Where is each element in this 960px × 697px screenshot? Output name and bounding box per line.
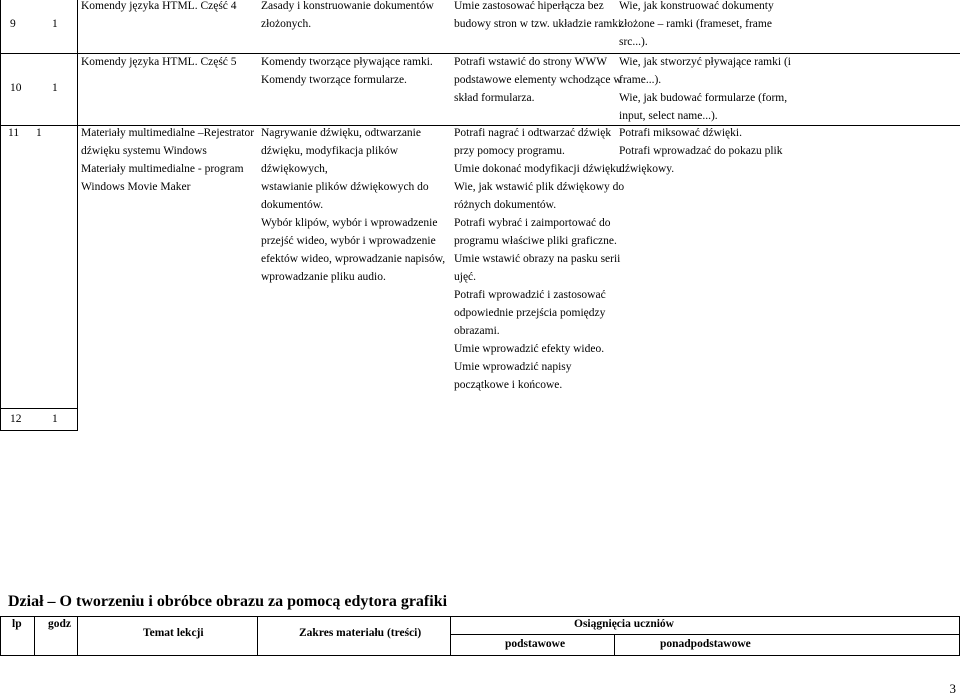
text-line: dźwiękowy. xyxy=(619,163,675,175)
text-line: Wie, jak konstruować dokumenty xyxy=(619,0,774,12)
table-border xyxy=(0,655,960,656)
text-line: input, select name...). xyxy=(619,110,718,122)
cell-hours: 1 xyxy=(52,18,58,30)
col-divider xyxy=(614,634,615,656)
cell-lp: 11 xyxy=(8,127,20,139)
text-line: Potrafi wstawić do strony WWW xyxy=(454,56,608,68)
text-line: Potrafi miksować dźwięki. xyxy=(619,127,742,139)
text-line: efektów wideo, wprowadzanie napisów, xyxy=(261,253,446,265)
header-advanced: ponadpodstawowe xyxy=(660,638,751,650)
text-line: dźwiękowych, xyxy=(261,163,328,175)
text-line: dźwięku systemu Windows xyxy=(81,145,207,157)
table-border xyxy=(0,616,960,617)
cell-topic xyxy=(81,0,237,15)
text-line: wstawianie plików dźwiękowych do xyxy=(261,181,429,193)
section-title: Dział – O tworzeniu i obróbce obrazu za pomocą edytora grafiki xyxy=(8,593,448,610)
row-divider xyxy=(0,408,78,409)
text-line: różnych dokumentów. xyxy=(454,199,557,211)
text-line: Komendy języka HTML. Część 4 xyxy=(81,0,237,12)
cell-topic xyxy=(81,124,254,196)
text-line: Umie wstawić obrazy na pasku serii xyxy=(454,253,621,265)
text-line: Komendy tworzące pływające ramki. xyxy=(261,56,433,68)
cell-basic xyxy=(454,124,625,394)
header-achievements: Osiągnięcia uczniów xyxy=(574,618,674,630)
text-line: Umie zastosować hiperłącza bez xyxy=(454,0,604,12)
cell-lp: 10 xyxy=(10,82,22,94)
text-line: Umie wprowadzić efekty wideo. xyxy=(454,343,605,355)
text-line: Wie, jak budować formularze (form, xyxy=(619,92,788,104)
text-line: ujęć. xyxy=(454,271,477,283)
cell-lp: 12 xyxy=(10,413,22,425)
table-border xyxy=(450,634,960,635)
text-line: Potrafi wybrać i zaimportować do xyxy=(454,217,611,229)
cell-basic xyxy=(454,53,622,107)
cell-topic xyxy=(81,53,237,71)
text-line: programu właściwe pliki graficzne. xyxy=(454,235,617,247)
text-line: Komendy tworzące formularze. xyxy=(261,74,407,86)
cell-advanced xyxy=(619,53,791,125)
text-line: odpowiednie przejścia pomiędzy xyxy=(454,307,606,319)
header-topic: Temat lekcji xyxy=(143,627,204,639)
text-line: Zasady i konstruowanie dokumentów xyxy=(261,0,434,12)
cell-lp: 9 xyxy=(10,18,16,30)
col-divider xyxy=(77,0,78,430)
text-line: Potrafi wprowadzać do pokazu plik xyxy=(619,145,783,157)
text-line: złożonych. xyxy=(261,18,312,30)
cell-advanced xyxy=(619,124,783,178)
cell-scope xyxy=(261,53,433,89)
text-line: Wybór klipów, wybór i wprowadzenie xyxy=(261,217,438,229)
cell-scope xyxy=(261,0,434,33)
text-line: frame...). xyxy=(619,74,662,86)
text-line: Potrafi wprowadzić i zastosować xyxy=(454,289,606,301)
text-line: dźwięku, modyfikacja plików xyxy=(261,145,399,157)
col-divider xyxy=(0,616,1,656)
col-divider xyxy=(34,616,35,656)
cell-hours: 1 xyxy=(52,413,58,425)
text-line: Potrafi nagrać i odtwarzać dźwięk xyxy=(454,127,612,139)
text-line: podstawowe elementy wchodzące w xyxy=(454,74,622,86)
text-line: Nagrywanie dźwięku, odtwarzanie xyxy=(261,127,421,139)
col-divider xyxy=(0,0,1,430)
text-line: src...). xyxy=(619,36,648,48)
col-divider xyxy=(77,616,78,656)
page-number: 3 xyxy=(949,681,956,696)
header-hours: godz xyxy=(48,618,71,630)
text-line: złożone – ramki (frameset, frame xyxy=(619,18,772,30)
text-line: Materiały multimedialne - program xyxy=(81,163,244,175)
col-divider xyxy=(257,616,258,656)
cell-advanced xyxy=(619,0,774,51)
cell-basic xyxy=(454,0,624,33)
text-line: Umie dokonać modyfikacji dźwięku. xyxy=(454,163,625,175)
text-line: Wie, jak stworzyć pływające ramki (i xyxy=(619,56,791,68)
text-line: Wie, jak wstawić plik dźwiękowy do xyxy=(454,181,625,193)
text-line: Windows Movie Maker xyxy=(81,181,191,193)
text-line: skład formularza. xyxy=(454,92,535,104)
text-line: początkowe i końcowe. xyxy=(454,379,563,391)
text-line: obrazami. xyxy=(454,325,500,337)
cell-scope xyxy=(261,124,445,286)
text-line: Umie wprowadzić napisy xyxy=(454,361,572,373)
cell-hours: 1 xyxy=(52,82,58,94)
header-basic: podstawowe xyxy=(505,638,566,650)
text-line: przy pomocy programu. xyxy=(454,145,565,157)
text-line: budowy stron w tzw. układzie ramki. xyxy=(454,18,625,30)
row-divider xyxy=(0,430,78,431)
text-line: wprowadzanie pliku audio. xyxy=(261,271,386,283)
header-lp: lp xyxy=(12,618,22,630)
text-line: przejść wideo, wybór i wprowadzenie xyxy=(261,235,436,247)
cell-hours: 1 xyxy=(36,127,42,139)
col-divider xyxy=(450,616,451,656)
text-line: Komendy języka HTML. Część 5 xyxy=(81,56,237,68)
text-line: Materiały multimedialne –Rejestrator xyxy=(81,127,255,139)
text-line: dokumentów. xyxy=(261,199,324,211)
header-scope: Zakres materiału (treści) xyxy=(299,627,422,639)
